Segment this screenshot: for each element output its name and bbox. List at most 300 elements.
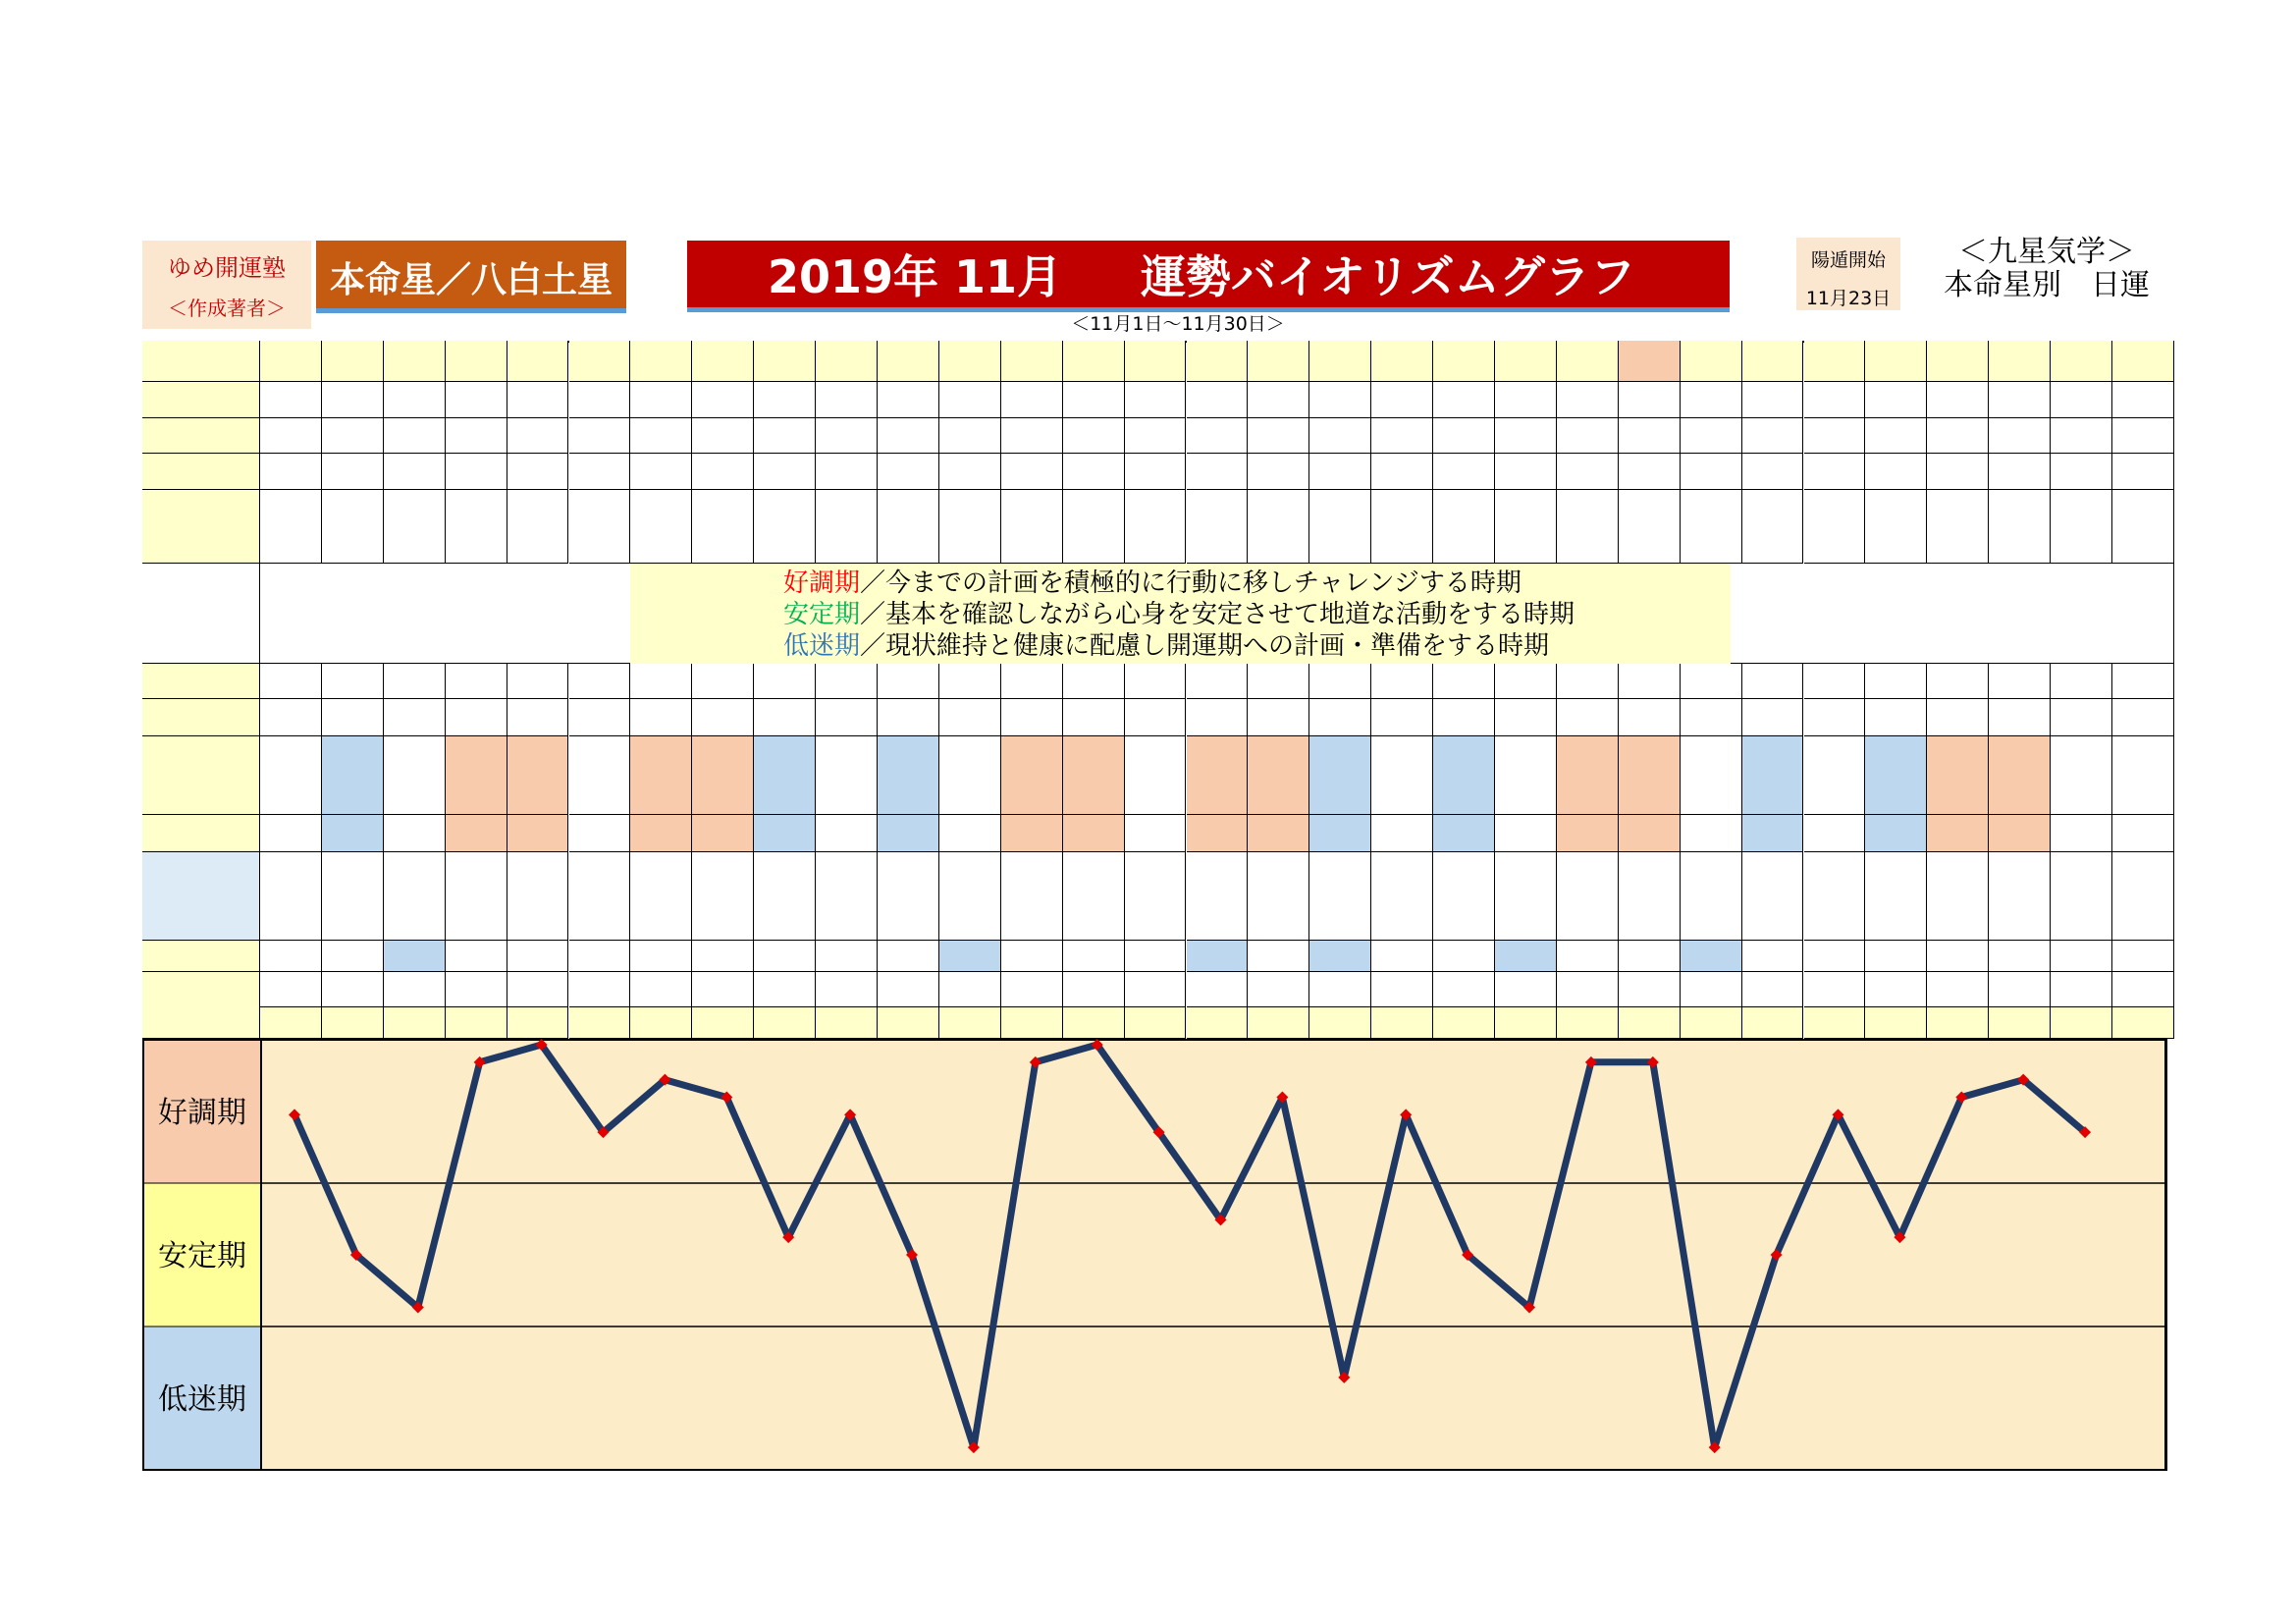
hiha-cell bbox=[1001, 664, 1063, 699]
tenkan-cell bbox=[754, 418, 816, 454]
chishi-cell bbox=[1619, 454, 1681, 490]
money-cell bbox=[1248, 852, 1309, 941]
unki-cell bbox=[1989, 736, 2051, 815]
money-cell bbox=[2051, 852, 2112, 941]
weekday-cell bbox=[1927, 382, 1989, 418]
chishi-cell bbox=[878, 454, 939, 490]
kyusei-cell bbox=[1619, 490, 1681, 564]
level2-cell bbox=[446, 941, 507, 972]
tenkan-cell bbox=[1433, 418, 1495, 454]
unki-cell bbox=[2051, 736, 2112, 815]
kyusei-cell bbox=[1433, 490, 1495, 564]
hiha-cell bbox=[630, 664, 692, 699]
total-cell bbox=[1865, 972, 1927, 1007]
level2-cell bbox=[2112, 941, 2174, 972]
total-cell bbox=[1927, 972, 1989, 1007]
weekday-cell bbox=[2051, 382, 2112, 418]
hiha-cell bbox=[878, 664, 939, 699]
yoton-date: 11月23日 bbox=[1805, 288, 1892, 309]
unki-cell bbox=[630, 736, 692, 815]
days-cell bbox=[692, 341, 754, 382]
total-cell bbox=[1742, 972, 1804, 1007]
money-cell bbox=[1309, 852, 1371, 941]
weekday-cell bbox=[2112, 382, 2174, 418]
money-cell bbox=[260, 852, 322, 941]
level1-cell bbox=[816, 815, 878, 852]
weekday-cell bbox=[1804, 382, 1866, 418]
level2-cell bbox=[1557, 941, 1619, 972]
daikyo-cell bbox=[1557, 699, 1619, 736]
tenkan-cell bbox=[2051, 418, 2112, 454]
kyusei-cell bbox=[2051, 490, 2112, 564]
kyusei-cell bbox=[1063, 490, 1125, 564]
kyusei-cell bbox=[1125, 490, 1187, 564]
weekday-cell bbox=[1865, 382, 1927, 418]
hiha-cell bbox=[322, 664, 384, 699]
weekday-cell bbox=[939, 382, 1001, 418]
legend-text-stable: ／基本を確認しながら心身を安定させて地道な活動をする時期 bbox=[860, 600, 1575, 629]
level2-cell bbox=[1681, 941, 1742, 972]
days-cell bbox=[1865, 341, 1927, 382]
days-bottom-cell bbox=[1989, 1007, 2051, 1039]
total-cell bbox=[878, 972, 939, 1007]
chishi-cell bbox=[1248, 454, 1309, 490]
money-cell bbox=[322, 852, 384, 941]
unki-cell bbox=[754, 736, 816, 815]
chishi-cell bbox=[1125, 454, 1187, 490]
legend-key-low: 低迷期 bbox=[783, 631, 861, 661]
level2-cell bbox=[1619, 941, 1681, 972]
chishi-cell bbox=[446, 454, 507, 490]
kyusei-cell bbox=[1187, 490, 1249, 564]
level2-cell bbox=[692, 941, 754, 972]
level1-cell bbox=[1804, 815, 1866, 852]
row-label-level1 bbox=[142, 815, 260, 852]
level2-cell bbox=[1371, 941, 1433, 972]
total-cell bbox=[1619, 972, 1681, 1007]
days-bottom-cell bbox=[816, 1007, 878, 1039]
chishi-cell bbox=[1681, 454, 1742, 490]
legend-line-good bbox=[783, 568, 1731, 599]
hiha-cell bbox=[1433, 664, 1495, 699]
total-cell bbox=[1063, 972, 1125, 1007]
days-bottom-cell bbox=[322, 1007, 384, 1039]
chishi-cell bbox=[754, 454, 816, 490]
legend-text-good: ／今までの計画を積極的に行動に移しチャレンジする時期 bbox=[860, 568, 1522, 598]
daikyo-cell bbox=[384, 699, 446, 736]
unki-cell bbox=[939, 736, 1001, 815]
daikyo-cell bbox=[507, 699, 569, 736]
weekday-cell bbox=[878, 382, 939, 418]
days-bottom-cell bbox=[1187, 1007, 1249, 1039]
total-cell bbox=[1433, 972, 1495, 1007]
level2-cell bbox=[1989, 941, 2051, 972]
weekday-cell bbox=[1619, 382, 1681, 418]
days-bottom-cell bbox=[754, 1007, 816, 1039]
money-cell bbox=[1433, 852, 1495, 941]
tenkan-cell bbox=[1865, 418, 1927, 454]
chishi-cell bbox=[1804, 454, 1866, 490]
kyusei-cell bbox=[2112, 490, 2174, 564]
level2-cell bbox=[1063, 941, 1125, 972]
level2-cell bbox=[816, 941, 878, 972]
days-bottom-cell bbox=[1309, 1007, 1371, 1039]
kyusei-cell bbox=[1371, 490, 1433, 564]
zone-label: 低迷期 bbox=[158, 1382, 246, 1417]
kyusei-cell bbox=[630, 490, 692, 564]
total-cell bbox=[384, 972, 446, 1007]
unki-cell bbox=[1433, 736, 1495, 815]
kyusei-cell bbox=[878, 490, 939, 564]
weekday-cell bbox=[1742, 382, 1804, 418]
level1-cell bbox=[1063, 815, 1125, 852]
days-cell bbox=[322, 341, 384, 382]
unki-cell bbox=[1557, 736, 1619, 815]
level1-cell bbox=[446, 815, 507, 852]
unki-cell bbox=[1371, 736, 1433, 815]
kyusei-cell bbox=[260, 490, 322, 564]
level1-cell bbox=[754, 815, 816, 852]
money-cell bbox=[1495, 852, 1557, 941]
tenkan-cell bbox=[1248, 418, 1309, 454]
tenkan-cell bbox=[1001, 418, 1063, 454]
unki-cell bbox=[1681, 736, 1742, 815]
daikyo-cell bbox=[816, 699, 878, 736]
unki-cell bbox=[1125, 736, 1187, 815]
kyusei-cell bbox=[1309, 490, 1371, 564]
kyusei-cell bbox=[1681, 490, 1742, 564]
chishi-cell bbox=[1927, 454, 1989, 490]
row-label-kyusei bbox=[142, 490, 260, 564]
tenkan-cell bbox=[322, 418, 384, 454]
level1-cell bbox=[1371, 815, 1433, 852]
kyusei-cell bbox=[816, 490, 878, 564]
total-cell bbox=[322, 972, 384, 1007]
money-cell bbox=[507, 852, 569, 941]
daikyo-cell bbox=[2112, 699, 2174, 736]
kyusei-cell bbox=[1865, 490, 1927, 564]
money-cell bbox=[816, 852, 878, 941]
level2-cell bbox=[1001, 941, 1063, 972]
unki-cell bbox=[1865, 736, 1927, 815]
total-cell bbox=[1371, 972, 1433, 1007]
level1-cell bbox=[1742, 815, 1804, 852]
days-cell bbox=[384, 341, 446, 382]
total-cell bbox=[1557, 972, 1619, 1007]
money-cell bbox=[1742, 852, 1804, 941]
level1-cell bbox=[692, 815, 754, 852]
chishi-cell bbox=[1989, 454, 2051, 490]
days-cell bbox=[1063, 341, 1125, 382]
chishi-cell bbox=[2051, 454, 2112, 490]
daikyo-cell bbox=[1619, 699, 1681, 736]
weekday-cell bbox=[1371, 382, 1433, 418]
money-cell bbox=[1125, 852, 1187, 941]
zone-label: 好調期 bbox=[158, 1096, 246, 1130]
unki-cell bbox=[878, 736, 939, 815]
hiha-cell bbox=[1865, 664, 1927, 699]
unki-cell bbox=[1804, 736, 1866, 815]
daikyo-cell bbox=[1433, 699, 1495, 736]
chishi-cell bbox=[1742, 454, 1804, 490]
level1-cell bbox=[878, 815, 939, 852]
kyusei-cell bbox=[569, 490, 631, 564]
daikyo-cell bbox=[1001, 699, 1063, 736]
daikyo-cell bbox=[569, 699, 631, 736]
chishi-cell bbox=[1495, 454, 1557, 490]
weekday-cell bbox=[322, 382, 384, 418]
chishi-cell bbox=[569, 454, 631, 490]
days-cell bbox=[260, 341, 322, 382]
days-bottom-cell bbox=[260, 1007, 322, 1039]
level2-cell bbox=[878, 941, 939, 972]
days-cell bbox=[1989, 341, 2051, 382]
days-bottom-cell bbox=[692, 1007, 754, 1039]
kyusei-cell bbox=[507, 490, 569, 564]
total-cell bbox=[939, 972, 1001, 1007]
days-bottom-cell bbox=[1742, 1007, 1804, 1039]
level2-cell bbox=[507, 941, 569, 972]
level2-cell bbox=[2051, 941, 2112, 972]
tenkan-cell bbox=[878, 418, 939, 454]
days-bottom-cell bbox=[1495, 1007, 1557, 1039]
biorhythm-chart bbox=[142, 1039, 2167, 1471]
hiha-cell bbox=[1063, 664, 1125, 699]
chishi-cell bbox=[1063, 454, 1125, 490]
hiha-cell bbox=[692, 664, 754, 699]
money-cell bbox=[1804, 852, 1866, 941]
money-cell bbox=[1989, 852, 2051, 941]
days-cell bbox=[1927, 341, 1989, 382]
kyusei-title: ＜九星気学＞ bbox=[1958, 235, 2135, 269]
total-cell bbox=[1495, 972, 1557, 1007]
money-cell bbox=[1927, 852, 1989, 941]
total-cell bbox=[1804, 972, 1866, 1007]
daikyo-cell bbox=[878, 699, 939, 736]
tenkan-cell bbox=[1187, 418, 1249, 454]
tenkan-cell bbox=[939, 418, 1001, 454]
unki-cell bbox=[1187, 736, 1249, 815]
money-cell bbox=[384, 852, 446, 941]
tenkan-cell bbox=[569, 418, 631, 454]
chishi-cell bbox=[1309, 454, 1371, 490]
row-label-money bbox=[142, 852, 260, 941]
days-bottom-cell bbox=[1619, 1007, 1681, 1039]
tenkan-cell bbox=[816, 418, 878, 454]
hiha-cell bbox=[1742, 664, 1804, 699]
daikyo-cell bbox=[1248, 699, 1309, 736]
level2-cell bbox=[754, 941, 816, 972]
daikyo-cell bbox=[1804, 699, 1866, 736]
kyusei-subtitle: 本命星別 日運 bbox=[1944, 268, 2150, 302]
unki-cell bbox=[569, 736, 631, 815]
legend-row-label bbox=[142, 564, 260, 664]
chishi-cell bbox=[692, 454, 754, 490]
legend-box bbox=[630, 564, 1731, 664]
chishi-cell bbox=[1371, 454, 1433, 490]
days-bottom-cell bbox=[384, 1007, 446, 1039]
money-cell bbox=[1619, 852, 1681, 941]
weekday-cell bbox=[1001, 382, 1063, 418]
unki-cell bbox=[384, 736, 446, 815]
honmei-star-banner: 本命星／八白土星 bbox=[316, 241, 626, 313]
kyusei-cell bbox=[939, 490, 1001, 564]
weekday-cell bbox=[1248, 382, 1309, 418]
level2-cell bbox=[569, 941, 631, 972]
daikyo-cell bbox=[1187, 699, 1249, 736]
kyusei-cell bbox=[1804, 490, 1866, 564]
total-cell bbox=[2112, 972, 2174, 1007]
daikyo-cell bbox=[692, 699, 754, 736]
row-label-hiha bbox=[142, 664, 260, 699]
total-cell bbox=[1248, 972, 1309, 1007]
kyusei-cell bbox=[1248, 490, 1309, 564]
hiha-cell bbox=[1309, 664, 1371, 699]
zone-label: 安定期 bbox=[158, 1239, 246, 1273]
total-cell bbox=[1309, 972, 1371, 1007]
days-bottom-cell bbox=[1681, 1007, 1742, 1039]
kyusei-cell bbox=[1989, 490, 2051, 564]
days-cell bbox=[1001, 341, 1063, 382]
row-label-weekday bbox=[142, 382, 260, 418]
daikyo-cell bbox=[1371, 699, 1433, 736]
unki-cell bbox=[1309, 736, 1371, 815]
row-label-tenkan bbox=[142, 418, 260, 454]
period-range: ＜11月1日～11月30日＞ bbox=[1071, 313, 1285, 335]
level1-cell bbox=[2112, 815, 2174, 852]
weekday-cell bbox=[1187, 382, 1249, 418]
hiha-cell bbox=[1681, 664, 1742, 699]
unki-cell bbox=[260, 736, 322, 815]
days-cell bbox=[754, 341, 816, 382]
weekday-cell bbox=[260, 382, 322, 418]
kyusei-cell bbox=[1742, 490, 1804, 564]
level1-cell bbox=[1927, 815, 1989, 852]
daikyo-cell bbox=[1865, 699, 1927, 736]
legend-line-stable bbox=[783, 599, 1731, 630]
tenkan-cell bbox=[1125, 418, 1187, 454]
total-cell bbox=[260, 972, 322, 1007]
tenkan-cell bbox=[1619, 418, 1681, 454]
weekday-cell bbox=[1681, 382, 1742, 418]
days-cell bbox=[1371, 341, 1433, 382]
days-cell bbox=[569, 341, 631, 382]
chishi-cell bbox=[507, 454, 569, 490]
tenkan-cell bbox=[1495, 418, 1557, 454]
daikyo-cell bbox=[322, 699, 384, 736]
row-label-level2 bbox=[142, 941, 260, 972]
weekday-cell bbox=[507, 382, 569, 418]
money-cell bbox=[1557, 852, 1619, 941]
level2-cell bbox=[1433, 941, 1495, 972]
weekday-cell bbox=[692, 382, 754, 418]
money-cell bbox=[939, 852, 1001, 941]
hiha-cell bbox=[384, 664, 446, 699]
tenkan-cell bbox=[1309, 418, 1371, 454]
daikyo-cell bbox=[1989, 699, 2051, 736]
weekday-cell bbox=[1125, 382, 1187, 418]
unki-cell bbox=[322, 736, 384, 815]
hiha-cell bbox=[260, 664, 322, 699]
row-label-chishi bbox=[142, 454, 260, 490]
level1-cell bbox=[2051, 815, 2112, 852]
level2-cell bbox=[1804, 941, 1866, 972]
total-cell bbox=[1187, 972, 1249, 1007]
kyusei-cell bbox=[446, 490, 507, 564]
hiha-cell bbox=[1557, 664, 1619, 699]
total-cell bbox=[1989, 972, 2051, 1007]
chishi-cell bbox=[816, 454, 878, 490]
level1-cell bbox=[322, 815, 384, 852]
total-cell bbox=[1125, 972, 1187, 1007]
days-bottom-cell bbox=[1927, 1007, 1989, 1039]
days-cell bbox=[1248, 341, 1309, 382]
total-cell bbox=[2051, 972, 2112, 1007]
days-bottom-cell bbox=[2051, 1007, 2112, 1039]
unki-cell bbox=[2112, 736, 2174, 815]
weekday-cell bbox=[1989, 382, 2051, 418]
hiha-cell bbox=[1125, 664, 1187, 699]
total-cell bbox=[754, 972, 816, 1007]
kyusei-cell bbox=[754, 490, 816, 564]
days-bottom-cell bbox=[1371, 1007, 1433, 1039]
legend-key-stable: 安定期 bbox=[783, 600, 861, 629]
days-cell bbox=[1804, 341, 1866, 382]
days-cell bbox=[2051, 341, 2112, 382]
money-cell bbox=[630, 852, 692, 941]
daikyo-cell bbox=[1125, 699, 1187, 736]
chishi-cell bbox=[1557, 454, 1619, 490]
author-caption: ＜作成著者＞ bbox=[168, 297, 286, 320]
daikyo-cell bbox=[1927, 699, 1989, 736]
hiha-cell bbox=[1927, 664, 1989, 699]
level1-cell bbox=[260, 815, 322, 852]
tenkan-cell bbox=[1989, 418, 2051, 454]
daikyo-cell bbox=[1309, 699, 1371, 736]
days-bottom-cell bbox=[878, 1007, 939, 1039]
daikyo-cell bbox=[2051, 699, 2112, 736]
author-name: ゆめ開運塾 bbox=[168, 254, 286, 282]
unki-cell bbox=[1248, 736, 1309, 815]
hiha-cell bbox=[754, 664, 816, 699]
level1-cell bbox=[1557, 815, 1619, 852]
hiha-cell bbox=[939, 664, 1001, 699]
level2-cell bbox=[630, 941, 692, 972]
days-cell bbox=[1619, 341, 1681, 382]
money-cell bbox=[446, 852, 507, 941]
level1-cell bbox=[507, 815, 569, 852]
weekday-cell bbox=[1309, 382, 1371, 418]
unki-cell bbox=[1495, 736, 1557, 815]
level2-cell bbox=[1742, 941, 1804, 972]
hiha-cell bbox=[2051, 664, 2112, 699]
unki-cell bbox=[1927, 736, 1989, 815]
legend-line-low bbox=[783, 630, 1731, 662]
hiha-cell bbox=[446, 664, 507, 699]
tenkan-cell bbox=[507, 418, 569, 454]
tenkan-cell bbox=[1742, 418, 1804, 454]
hiha-cell bbox=[816, 664, 878, 699]
unki-cell bbox=[1001, 736, 1063, 815]
daikyo-cell bbox=[1742, 699, 1804, 736]
title-year-month: 2019年 11月 bbox=[768, 250, 1063, 303]
kyusei-cell bbox=[692, 490, 754, 564]
chishi-cell bbox=[1433, 454, 1495, 490]
days-bottom-cell bbox=[1248, 1007, 1309, 1039]
unki-cell bbox=[1619, 736, 1681, 815]
kyusei-cell bbox=[1927, 490, 1989, 564]
days-cell bbox=[1433, 341, 1495, 382]
